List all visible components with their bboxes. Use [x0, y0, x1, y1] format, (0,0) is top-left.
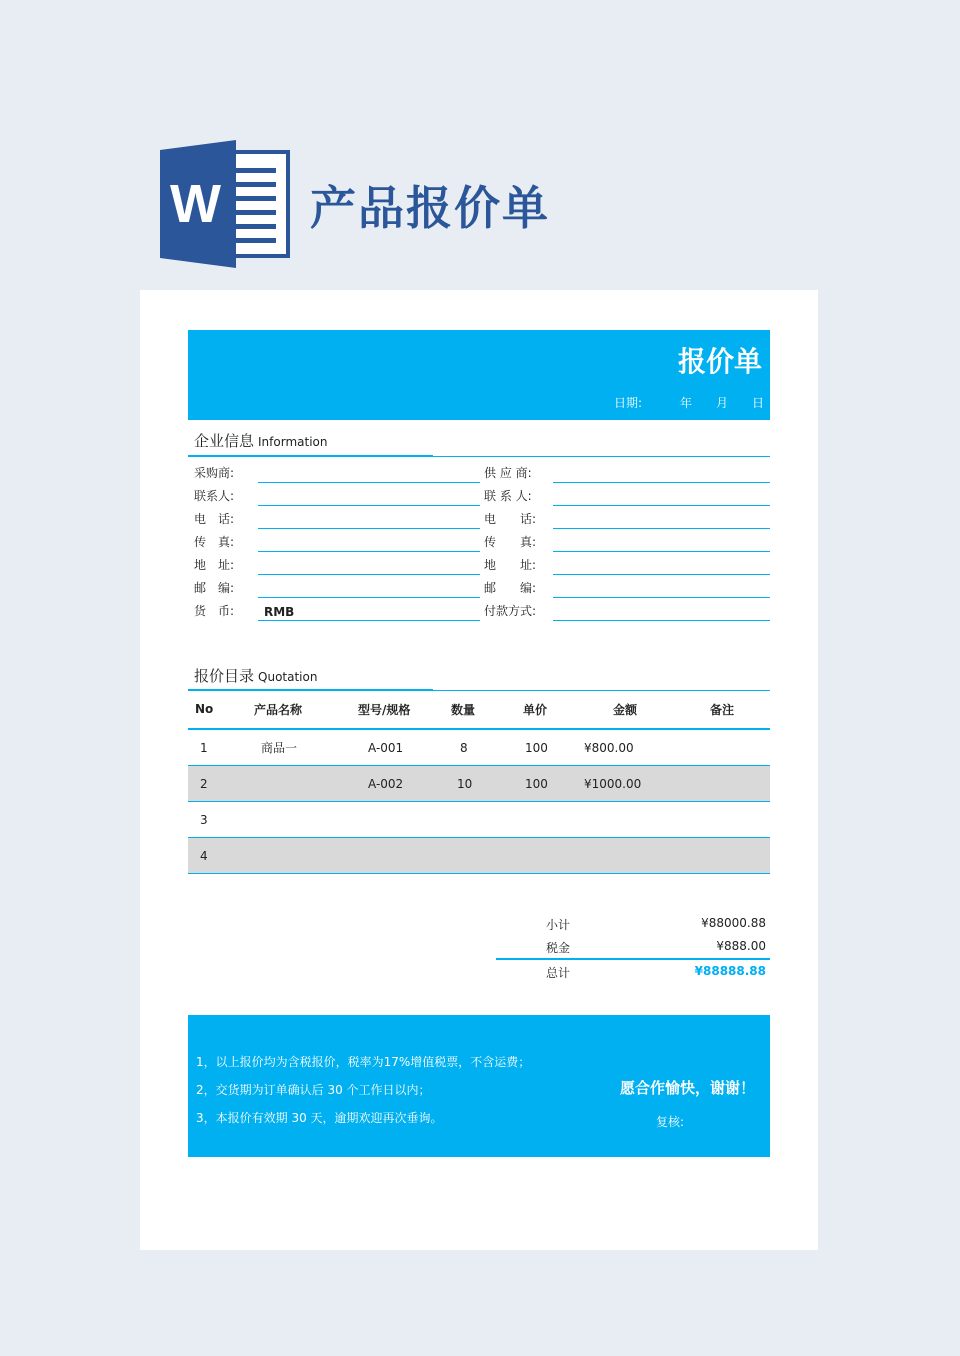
table-header	[188, 690, 770, 730]
date-year: 年	[680, 396, 693, 410]
date-label: 日期:	[614, 396, 643, 410]
supplier-label: 供 应 商:	[484, 466, 532, 480]
tax-value: ¥888.00	[716, 939, 766, 953]
supplier-fax-label: 传 真:	[484, 535, 537, 549]
totals-block	[496, 912, 770, 983]
subtotal-label: 小计	[546, 918, 571, 932]
total-label: 总计	[546, 966, 571, 980]
buyer-phone-row	[194, 506, 480, 529]
supplier-fax-field[interactable]	[553, 531, 770, 552]
cell-quantity: 8	[460, 740, 468, 755]
quotation-heading-cn: 报价目录	[194, 667, 255, 685]
supplier-phone-label: 电 话:	[484, 512, 537, 526]
buyer-contact-field[interactable]	[258, 485, 480, 506]
supplier-contact-row	[484, 483, 770, 506]
col-no: No	[195, 702, 214, 716]
quotation-table	[188, 690, 770, 874]
word-logo-icon	[160, 140, 290, 268]
supplier-postcode-row	[484, 575, 770, 598]
cell-product-name: 商品一	[261, 741, 298, 755]
banner	[188, 330, 770, 420]
buyer-contact-row	[194, 483, 480, 506]
payment-method-field[interactable]	[553, 600, 770, 621]
cell-model: A-001	[368, 740, 404, 755]
buyer-fax-row	[194, 529, 480, 552]
col-amount: 金额	[613, 702, 638, 717]
supplier-contact-label: 联 系 人:	[484, 489, 532, 503]
quotation-sheet	[140, 290, 818, 1250]
date-day: 日	[752, 396, 765, 410]
cell-no: 1	[200, 740, 208, 755]
svg-text:W: W	[170, 174, 221, 234]
currency-field[interactable]: RMB	[258, 600, 480, 621]
company-heading-rule	[433, 456, 770, 457]
term-note: 2，交货期为订单确认后 30 个工作日以内；	[196, 1083, 431, 1097]
company-heading-underline	[188, 455, 433, 457]
company-heading-en: Information	[258, 435, 328, 449]
supplier-contact-field[interactable]	[553, 485, 770, 506]
cell-unit-price: 100	[525, 740, 548, 755]
date-month: 月	[716, 396, 729, 410]
supplier-phone-row	[484, 506, 770, 529]
buyer-address-label: 地 址:	[194, 558, 235, 572]
supplier-postcode-field[interactable]	[553, 577, 770, 598]
col-unit-price: 单价	[523, 702, 548, 717]
buyer-phone-label: 电 话:	[194, 512, 235, 526]
table-row	[188, 838, 770, 874]
cell-no: 2	[200, 776, 208, 791]
currency-label: 货 币:	[194, 604, 235, 618]
buyer-fax-label: 传 真:	[194, 535, 235, 549]
buyer-label: 采购商:	[194, 466, 235, 480]
supplier-address-label: 地 址:	[484, 558, 537, 572]
terms-footer	[188, 1015, 770, 1157]
supplier-address-field[interactable]	[553, 554, 770, 575]
term-note: 3，本报价有效期 30 天，逾期欢迎再次垂询。	[196, 1111, 443, 1125]
cell-no: 3	[200, 812, 208, 827]
buyer-row	[194, 460, 480, 483]
table-row	[188, 802, 770, 838]
term-note: 1，以上报价均为含税报价，税率为17%增值税票，不含运费；	[196, 1055, 531, 1069]
review-label: 复核:	[656, 1115, 685, 1129]
currency-row	[194, 598, 480, 621]
buyer-postcode-field[interactable]	[258, 577, 480, 598]
buyer-address-field[interactable]	[258, 554, 480, 575]
buyer-phone-field[interactable]	[258, 508, 480, 529]
buyer-contact-label: 联系人:	[194, 489, 235, 503]
payment-method-row	[484, 598, 770, 621]
cell-model: A-002	[368, 776, 404, 791]
quotation-heading-en: Quotation	[258, 670, 318, 684]
buyer-field[interactable]	[258, 462, 480, 483]
total-value: ¥88888.88	[694, 964, 766, 978]
total-row	[496, 960, 770, 983]
buyer-postcode-row	[194, 575, 480, 598]
supplier-postcode-label: 邮 编:	[484, 581, 537, 595]
thanks-message: 愿合作愉快，谢谢！	[620, 1079, 756, 1097]
col-remark: 备注	[710, 702, 735, 717]
col-model: 型号/规格	[358, 702, 411, 717]
quotation-heading	[194, 665, 317, 686]
supplier-phone-field[interactable]	[553, 508, 770, 529]
tax-label: 税金	[546, 941, 571, 955]
company-heading	[194, 430, 327, 451]
cell-quantity: 10	[457, 776, 473, 791]
banner-title: 报价单	[677, 345, 762, 378]
cell-amount: ¥800.00	[584, 740, 634, 755]
cell-amount: ¥1000.00	[584, 776, 642, 791]
tax-row	[496, 935, 770, 958]
subtotal-row	[496, 912, 770, 935]
col-quantity: 数量	[451, 702, 476, 717]
subtotal-value: ¥88000.88	[701, 916, 766, 930]
supplier-field[interactable]	[553, 462, 770, 483]
buyer-fax-field[interactable]	[258, 531, 480, 552]
table-row	[188, 766, 770, 802]
page-title: 产品报价单	[310, 181, 550, 235]
buyer-postcode-label: 邮 编:	[194, 581, 235, 595]
payment-method-label: 付款方式:	[484, 604, 537, 618]
buyer-address-row	[194, 552, 480, 575]
table-row	[188, 730, 770, 766]
supplier-fax-row	[484, 529, 770, 552]
col-product-name: 产品名称	[254, 702, 303, 717]
supplier-row	[484, 460, 770, 483]
company-heading-cn: 企业信息	[194, 432, 255, 450]
cell-no: 4	[200, 848, 208, 863]
supplier-address-row	[484, 552, 770, 575]
cell-unit-price: 100	[525, 776, 548, 791]
